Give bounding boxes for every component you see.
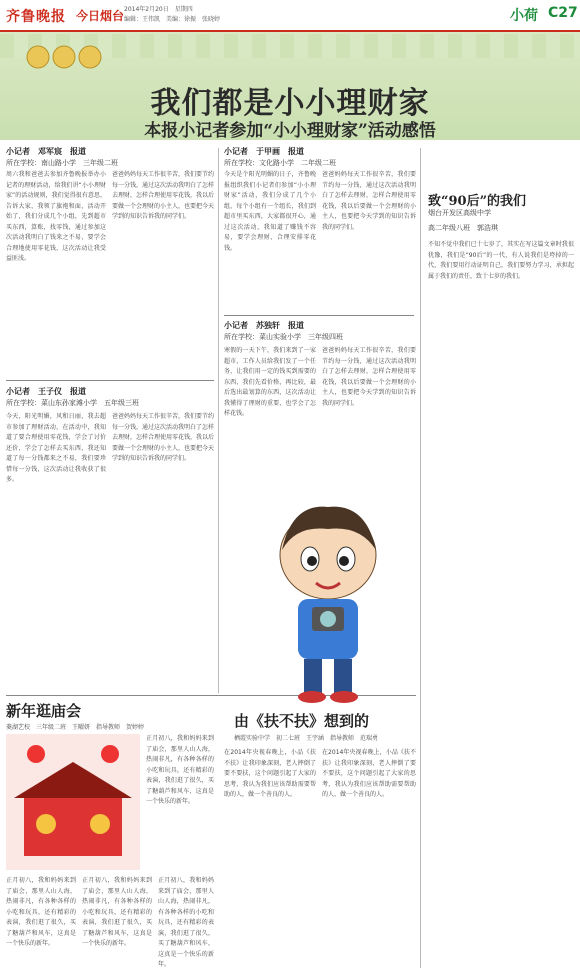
- article-byline: 小记者 于甲画 报道: [224, 147, 304, 156]
- page-headline: 我们都是小小理财家: [150, 86, 430, 121]
- page-subheadline: 本报小记者参加“小小理财家”活动感悟: [144, 121, 436, 141]
- article-body: 寒假的一天下午，我们来到了一家超市，工作人员给我们发了一个任务，让我们用一定的钱买到需要的东西，我们先看价格，再比较，最后选出最划算的东西，这次活动让我懂得了理财的重要，也学会了怎样花钱。: [224, 347, 316, 417]
- page-name: 小荷: [510, 8, 538, 24]
- article-title: 由《扶不扶》想到的: [234, 712, 370, 730]
- editor-credits: 编辑：王伟凯 美编：徐振 张晓婷: [124, 16, 221, 23]
- issue-date: 2014年2月20日 星期四: [124, 6, 193, 13]
- article-school: 所在学校：菜山东孙家滩小学 五年级三班: [6, 399, 139, 407]
- column-divider: [420, 148, 421, 968]
- article-body-continued: 在2014年央视春晚上，小品《扶不扶》让我印象深刻，老人摔倒了要不要扶，这个问题引起了大家的思考，我认为我们应该帮助需要帮助的人，做一个善良的人。: [322, 749, 416, 798]
- article-body-continued: 正月初八，我和妈妈来到了庙会，那里人山人海，热闹非凡，有各种各样的小吃和玩具，还有精彩的表演，我们逛了很久，买了糖葫芦和风车，这真是一个快乐的新年。: [6, 877, 76, 947]
- article-body: 不知不觉中我们已十七岁了，其实在写这篇文章时我很犹豫，我们是“90后”的一代，有人说我们是垮掉的一代，我们要用行动证明自己，我们要努力学习，承担起属于我们的责任，致十七岁的我们。: [428, 241, 574, 280]
- temple-fair-photo: [6, 734, 140, 870]
- article-byline: 小记者 邓军宸 报道: [6, 147, 86, 156]
- article-body-continued: 正月初八，我和妈妈来到了庙会，那里人山人海，热闹非凡，有各种各样的小吃和玩具，还有精彩的表演，我们逛了很久，买了糖葫芦和风车，这真是一个快乐的新年。: [158, 877, 214, 968]
- article-body: 今天是个阳光明媚的日子，齐鲁晚报组织我们小记者们参加“小小理财家”活动，我们分成了几个小组，每个小组有一个组长，我们到超市里买东西，大家都很开心，通过这次活动，我知道了赚钱不容易，要学会理财，合理安排零花钱。: [224, 171, 316, 252]
- article-meta: 栖霞实验中学 初二七班 王宇涵 指导教师 范瑞勇: [234, 735, 379, 742]
- article-school: 所在学校：南山路小学 三年级二班: [6, 159, 118, 167]
- page-number: C27: [548, 5, 578, 21]
- article-author: 高二年级八班 郭浩琪: [428, 224, 498, 232]
- column-divider: [218, 148, 219, 693]
- newspaper-logo: 齐鲁晚报: [6, 9, 66, 25]
- section-name: 今日烟台: [76, 9, 125, 23]
- article-title: 致“90后”的我们: [428, 194, 527, 209]
- article-byline: 小记者 王子仪 报道: [6, 387, 86, 396]
- article-body-continued: 爸爸妈妈每天工作很辛苦，我们要节约每一分钱，通过这次活动我明白了怎样去理财，怎样合理使用零花钱，我以后要做一个会理财的小主人，也要把今天学到的知识告诉我的同学们。: [112, 171, 214, 220]
- article-body-continued: 爸爸妈妈每天工作很辛苦，我们要节约每一分钱，通过这次活动我明白了怎样去理财，怎样合理使用零花钱，我以后要做一个会理财的小主人，也要把今天学到的知识告诉我的同学们。: [322, 347, 416, 407]
- article-body: 在2014年央视春晚上，小品《扶不扶》让我印象深刻，老人摔倒了要不要扶，这个问题引起了大家的思考，我认为我们应该帮助需要帮助的人，做一个善良的人。: [224, 749, 316, 798]
- article-body-continued: 爸爸妈妈每天工作很辛苦，我们要节约每一分钱，通过这次活动我明白了怎样去理财，怎样合理使用零花钱，我以后要做一个会理财的小主人，也要把今天学到的知识告诉我的同学们。: [112, 413, 214, 462]
- article-meta: 菱湖艺校 三年级二班 王曜妍 指导教师 贺婷婷: [6, 724, 145, 731]
- article-school: 烟台开发区高级中学: [428, 209, 491, 217]
- article-body: 今天，阳光明媚，风和日丽，我去超市参加了理财活动，在活动中，我知道了要合理使用零花钱，学会了讨价还价，学会了怎样去买东西，我还知道了每一分钱都来之不易，我们要珍惜每一分钱，这次活动让我收获了很多。: [6, 413, 106, 483]
- article-body-continued: 爸爸妈妈每天工作很辛苦，我们要节约每一分钱，通过这次活动我明白了怎样去理财，怎样合理使用零花钱，我以后要做一个会理财的小主人，也要把今天学到的知识告诉我的同学们。: [322, 171, 416, 231]
- section-divider: [6, 380, 214, 381]
- article-school: 所在学校：文化路小学 二年级二班: [224, 159, 336, 167]
- article-title: 新年逛庙会: [6, 702, 82, 720]
- article-body: 周六我和爸爸去参加齐鲁晚报举办小记者的理财活动，给我们讲“小小理财家”的活动规则，我们觉得很有意思，告诉大家，我领了旗袍和面，活动开始了，我们分成几个小组，先到超市买东西，算账，找零钱，通过参加这次活动我明白了钱来之不易，要学会合理地使用零花钱，这次活动让我受益匪浅。: [6, 171, 106, 262]
- article-body-continued: 正月初八，我和妈妈来到了庙会，那里人山人海，热闹非凡，有各种各样的小吃和玩具，还有精彩的表演，我们逛了很久，买了糖葫芦和风车，这真是一个快乐的新年。: [82, 877, 152, 947]
- article-body: 正月初八，我和妈妈来到了庙会，那里人山人海，热闹非凡，有各种各样的小吃和玩具，还有精彩的表演，我们逛了很久，买了糖葫芦和风车，这真是一个快乐的新年。: [146, 735, 214, 805]
- article-byline: 小记者 苏独轩 报道: [224, 321, 304, 330]
- cartoon-boy-illustration: [262, 495, 394, 707]
- section-divider: [224, 315, 414, 316]
- article-school: 所在学校：菜山实验小学 三年级四班: [224, 333, 343, 341]
- coins-illustration-icon: [20, 40, 140, 74]
